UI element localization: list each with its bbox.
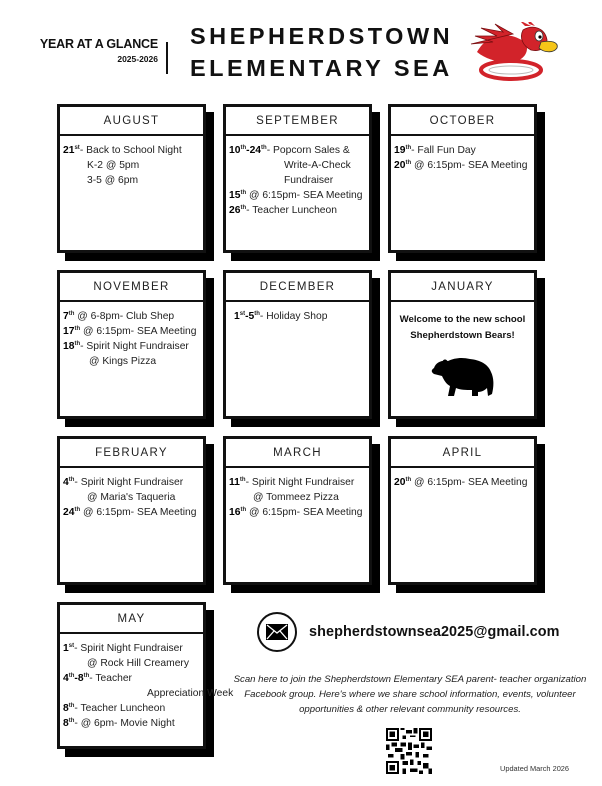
event-list [60, 634, 234, 731]
event-item-detail: 3-5 @ 6pm [87, 175, 139, 186]
event-item-detail: K-2 @ 5pm [87, 160, 140, 171]
year-at-a-glance-label: YEAR AT A GLANCE [39, 37, 158, 51]
facebook-group-blurb: Scan here to join the Shepherdstown Elementary SEA parent- teacher organization Facebook group. Here's where we share school information, events, volunteer opportunities & other relevant community resources. [233, 674, 587, 715]
month-title: FEBRUARY [60, 439, 203, 468]
month-title: JANUARY [391, 273, 534, 302]
event-item-detail: @ Rock Hill Creamery [87, 658, 189, 669]
event-item-detail: @ Maria's Taqueria [87, 492, 176, 503]
month-card-may [57, 602, 234, 749]
event-list [60, 468, 203, 520]
event-item: 4th-8th- Teacher [63, 673, 132, 684]
month-card-april [388, 436, 537, 585]
event-item-detail: Fundraiser [284, 175, 334, 186]
event-item: 19th- Fall Fun Day [394, 145, 476, 156]
month-card-august [57, 104, 206, 253]
month-title: MAY [60, 605, 203, 634]
envelope-icon [257, 612, 297, 652]
event-item: 15th @ 6:15pm- SEA Meeting [229, 190, 363, 201]
month-title: MARCH [226, 439, 369, 468]
email-link[interactable]: shepherdstownsea2025@gmail.com [309, 624, 560, 640]
month-card-september [223, 104, 372, 253]
title-line-1: SHEPHERDSTOWN [190, 23, 454, 49]
bear-icon [428, 354, 498, 400]
event-list [60, 302, 203, 369]
event-item-detail: @ Tommeez Pizza [253, 492, 339, 503]
event-list [391, 468, 534, 490]
month-card-january [388, 270, 537, 419]
header-left [20, 36, 158, 66]
contact-email-row [257, 612, 560, 652]
event-list [226, 302, 369, 324]
event-item-detail: Write-A-Check [284, 160, 351, 171]
title-line-2: ELEMENTARY SEA [190, 55, 453, 81]
month-card-december [223, 270, 372, 419]
month-card-march [223, 436, 372, 585]
event-list [60, 136, 203, 188]
event-list [226, 136, 369, 218]
welcome-message: Welcome to the new school Shepherdstown Bears! [399, 314, 526, 341]
month-card-october [388, 104, 537, 253]
event-list [391, 136, 534, 173]
event-item: 4th- Spirit Night Fundraiser [63, 477, 184, 488]
month-title: OCTOBER [391, 107, 534, 136]
month-title: NOVEMBER [60, 273, 203, 302]
event-item: 17th @ 6:15pm- SEA Meeting [63, 326, 197, 337]
event-item: 10th-24th- Popcorn Sales & [229, 145, 350, 156]
month-title: DECEMBER [226, 273, 369, 302]
event-item: 8th- @ 6pm- Movie Night [63, 718, 175, 729]
header-divider [166, 42, 168, 74]
event-item: 18th- Spirit Night Fundraiser [63, 341, 189, 352]
event-item: 20th @ 6:15pm- SEA Meeting [394, 160, 528, 171]
month-title: APRIL [391, 439, 534, 468]
qr-code-icon[interactable] [386, 728, 432, 774]
month-card-february [57, 436, 206, 585]
event-item: 26th- Teacher Luncheon [229, 205, 337, 216]
event-item: 1st- Spirit Night Fundraiser [63, 643, 183, 654]
school-year: 2025-2026 [117, 54, 158, 64]
page-title [190, 20, 453, 84]
month-title: AUGUST [60, 107, 203, 136]
event-item: 21st- Back to School Night [63, 145, 182, 156]
event-list [226, 468, 369, 520]
month-title: SEPTEMBER [226, 107, 369, 136]
event-item-detail: Appreciation Week [147, 688, 234, 699]
event-item: 24th @ 6:15pm- SEA Meeting [63, 507, 197, 518]
roadrunner-mascot-icon [467, 22, 561, 84]
event-item: 8th- Teacher Luncheon [63, 703, 166, 714]
event-item: 7th @ 6-8pm- Club Shep [63, 311, 175, 322]
event-item: 16th @ 6:15pm- SEA Meeting [229, 507, 363, 518]
month-card-november [57, 270, 206, 419]
event-item: 11th- Spirit Night Fundraiser [229, 477, 355, 488]
updated-date: Updated March 2026 [500, 764, 570, 773]
event-item-detail: @ Kings Pizza [89, 356, 157, 367]
event-item: 20th @ 6:15pm- SEA Meeting [394, 477, 528, 488]
event-item: 1st-5th- Holiday Shop [234, 311, 328, 322]
